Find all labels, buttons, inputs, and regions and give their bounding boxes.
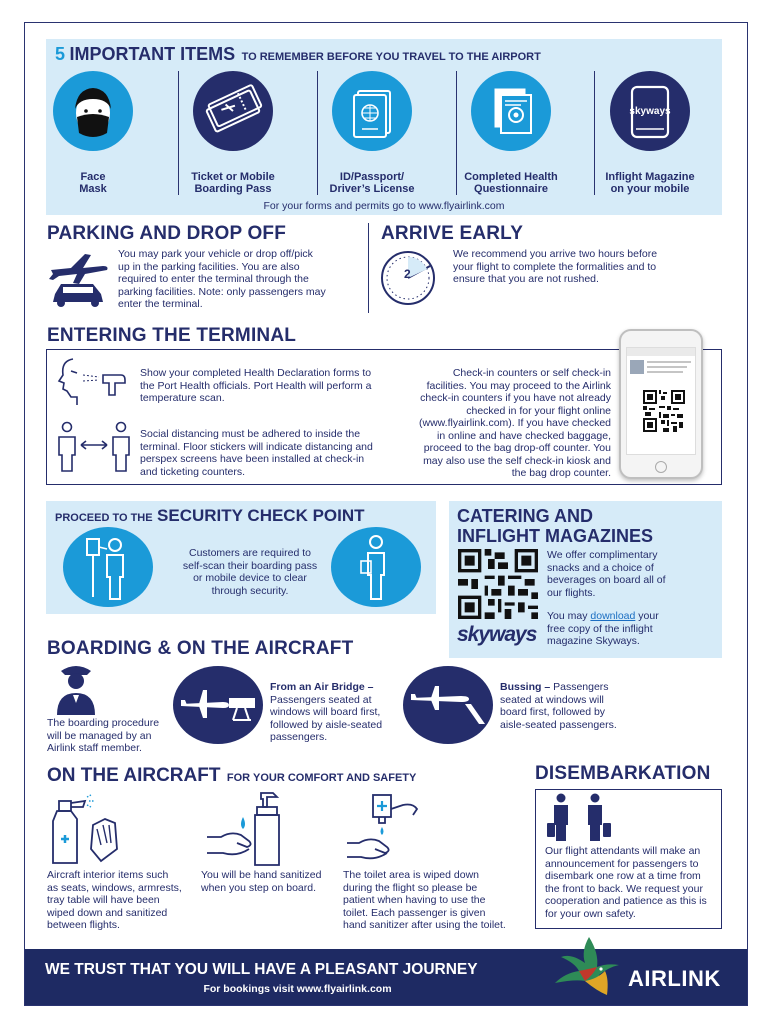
phone-screen-header (627, 348, 695, 356)
toilet-text (343, 869, 523, 932)
face-mask-icon (53, 71, 133, 151)
staff-member-icon (51, 661, 101, 715)
infographic-page (24, 22, 748, 1006)
health-form-circle (471, 71, 551, 151)
text-line: checked in for your flight online (466, 404, 611, 417)
bussing-heading: Bussing – (500, 681, 551, 693)
text-line: We offer complimentary (547, 549, 658, 561)
bussing-text (500, 681, 640, 731)
text-line: in online and have checked baggage, (437, 429, 611, 442)
ticket-circle (193, 71, 273, 151)
qr-code-icon (643, 390, 685, 432)
arrive-title: ARRIVE EARLY (381, 223, 524, 244)
text-line: toilet. Each passenger is given (343, 906, 486, 919)
disembark-title: DISEMBARKATION (535, 763, 711, 784)
text-line: through security. (211, 584, 289, 597)
text-line: Social distancing must be adhered to inside the (140, 428, 361, 440)
security-text (160, 547, 340, 597)
text-line: cooperation and patience as this is (545, 895, 707, 907)
text-line: may also use the self check-in kiosk and (423, 454, 611, 467)
air-bridge-heading: From an Air Bridge – (270, 681, 374, 693)
item-label-line: Ticket or Mobile (191, 171, 275, 183)
parking-text (118, 248, 358, 311)
item-label-mask (43, 171, 143, 195)
cleaning-text (47, 869, 207, 932)
item-label-magazine (592, 171, 708, 195)
clock-icon (378, 248, 444, 308)
text-line: required to enter the terminal through the (118, 273, 309, 285)
self-scan-icon (63, 527, 153, 607)
item-label-passport (314, 171, 430, 195)
distancing-text (140, 428, 400, 478)
text-fragment: Passengers (553, 681, 609, 693)
download-line (547, 610, 717, 623)
aircraft-subtitle: FOR YOUR COMFORT AND SAFETY (226, 772, 417, 784)
text-line: the front to back. We request your (545, 882, 703, 895)
text-line: terminal. Floor stickers will indicate distancing and (140, 440, 373, 453)
text-line: Airlink staff member. (47, 742, 142, 754)
text-line: tray table will have been (47, 894, 160, 906)
phone-screen-line (647, 361, 691, 363)
text-line: up in the parking facilities. You are also (118, 260, 300, 273)
mobile-magazine-icon (610, 71, 690, 151)
face-mask-circle (53, 71, 133, 151)
text-line: our flights. (547, 586, 596, 599)
spacer (547, 599, 717, 610)
self-scan-circle (63, 527, 153, 607)
passport-icon (332, 71, 412, 151)
text-line: facilities. You may proceed to the Airlink (426, 379, 611, 392)
car-plane-icon (45, 250, 113, 310)
item-label-line: on your mobile (610, 183, 690, 195)
text-line: will be managed by an (47, 729, 152, 742)
item-label-line: Mask (79, 183, 107, 195)
items-subtitle: TO REMEMBER BEFORE YOU TRAVEL TO THE AIRPORT (241, 51, 541, 63)
item-label-line: Boarding Pass (194, 183, 272, 195)
passengers-luggage-icon (545, 793, 615, 843)
catering-title-line: INFLIGHT MAGAZINES (457, 526, 653, 546)
item-label-line: Questionnaire (474, 183, 548, 195)
boarding-title: BOARDING & ON THE AIRCRAFT (47, 638, 354, 659)
text-line: Show your completed Health Declaration forms to (140, 367, 372, 379)
temperature-scan-icon (55, 353, 133, 407)
ticket-icon (193, 71, 273, 151)
text-line: followed by aisle-seated (270, 718, 383, 731)
text-line: Passengers seated at (270, 693, 372, 706)
important-items-heading (55, 44, 541, 65)
svg-text:skyways: skyways (629, 106, 671, 117)
text-line: You will be hand sanitized (201, 869, 322, 881)
item-label-ticket (175, 171, 291, 195)
skyways-brand: skyways (457, 623, 537, 646)
spray-cleaning-icon (47, 789, 127, 867)
text-line: windows will board first, (270, 706, 381, 718)
air-bridge-icon (173, 666, 263, 744)
text-line: self-scan their boarding pass (182, 559, 318, 572)
checkin-text (405, 367, 611, 480)
passport-circle (332, 71, 412, 151)
security-title: SECURITY CHECK POINT (157, 506, 365, 525)
air-bridge-circle (173, 666, 263, 744)
text-line: You may park your vehicle or drop off/pick (118, 248, 313, 260)
text-line: ensure that you are not rushed. (453, 273, 599, 285)
text-line: the bag drop counter. (511, 467, 611, 479)
terminal-title: ENTERING THE TERMINAL (47, 325, 297, 346)
text-line: board first, followed by (500, 706, 606, 718)
text-line: (www.flyairlink.com). If you have checked (419, 417, 611, 429)
passenger-circle (331, 527, 421, 607)
catering-title-line: CATERING AND (457, 506, 593, 526)
text-line: We recommend you arrive two hours before (453, 248, 658, 260)
item-label-line: ID/Passport/ (339, 171, 405, 183)
bussing-first-line (500, 681, 640, 694)
text-line: wiped down and sanitized (47, 906, 168, 919)
skyways-qr-code-icon (457, 549, 539, 619)
disembark-text (545, 845, 721, 920)
airlink-wordmark: AIRLINK (628, 966, 721, 991)
text-fragment: your (638, 610, 659, 622)
section-divider (368, 223, 369, 313)
clock-number: 2 (404, 267, 411, 281)
security-heading (55, 506, 365, 526)
security-prefix: PROCEED TO THE (55, 512, 153, 524)
hand-sanitizer-icon (203, 791, 295, 867)
item-label-line: Completed Health (464, 171, 558, 183)
text-line: perspex screens have been installed at check-in (140, 453, 365, 465)
bussing-circle (403, 666, 493, 744)
scan-text (140, 367, 400, 405)
phone-screen-thumbnail (630, 360, 644, 374)
footer-headline: WE TRUST THAT YOU WILL HAVE A PLEASANT JOURNEY (45, 961, 478, 978)
text-line: Check-in counters or self check-in (452, 367, 611, 379)
text-line: when you step on board. (201, 881, 316, 894)
arrive-text (453, 248, 713, 286)
text-line: parking facilities. Note: only passengers may (118, 285, 326, 298)
phone-mockup (619, 329, 703, 479)
items-title: IMPORTANT ITEMS (69, 44, 236, 64)
footer-booking: For bookings visit www.flyairlink.com (203, 983, 392, 995)
item-label-line: Inflight Magazine (605, 171, 695, 183)
text-line: passengers. (270, 731, 328, 743)
aircraft-heading (47, 765, 416, 787)
text-line: disembark one row at a time from (545, 870, 701, 882)
catering-title (457, 506, 653, 546)
catering-text (547, 549, 717, 648)
phone-home-button (655, 461, 667, 473)
text-line: free copy of the inflight (547, 622, 653, 635)
text-line: temperature scan. (140, 392, 225, 404)
text-line: The boarding procedure (47, 717, 160, 729)
air-bridge-text (270, 681, 400, 744)
text-line: check-in counters if you have not already (420, 392, 611, 404)
text-line: for your own safety. (545, 907, 636, 920)
text-line: during the flight so please be (343, 881, 478, 894)
staff-text (47, 717, 187, 755)
text-fragment: You may (547, 610, 588, 622)
text-line: enter the terminal. (118, 298, 203, 310)
sanitize-text (201, 869, 341, 894)
text-line: proceed to the bag drop-off counter. You (423, 442, 611, 454)
text-line: the Port Health officials. Port Health will perform a (140, 379, 372, 392)
text-line: as seats, windows, armrests, (47, 881, 182, 894)
items-footer: For your forms and permits go to www.flyairlink.com (263, 200, 505, 212)
bussing-icon (403, 666, 493, 744)
item-label-line: Driver’s License (329, 183, 415, 195)
item-label-health (453, 171, 569, 195)
text-line: seated at windows will (500, 693, 604, 706)
text-line: announcement for passengers to (545, 857, 699, 870)
items-count: 5 (55, 44, 66, 64)
phone-screen-line (647, 371, 683, 373)
text-line: magazine Skyways. (547, 635, 640, 647)
text-line: your flight to complete the formalities and to (453, 260, 657, 273)
phone-screen (626, 347, 696, 455)
text-line: Aircraft interior items such (47, 869, 169, 881)
text-line: patient when having to use the (343, 894, 486, 906)
mobile-magazine-circle (610, 71, 690, 151)
item-label-line: Face (80, 171, 106, 183)
parking-title: PARKING AND DROP OFF (47, 223, 287, 244)
airlink-bird-logo (545, 933, 625, 1005)
download-link[interactable]: download (590, 610, 636, 622)
text-line: The toilet area is wiped down (343, 869, 479, 881)
aircraft-title: ON THE AIRCRAFT (47, 765, 221, 786)
text-line: Customers are required to (189, 547, 311, 559)
text-line: between flights. (47, 919, 120, 931)
text-line: beverages on board all of (547, 574, 666, 586)
text-line: or mobile device to clear (193, 572, 307, 584)
text-line: and ticketing counters. (140, 465, 246, 478)
toilet-sanitizer-icon (343, 791, 425, 863)
text-line: snacks and a choice of (547, 561, 654, 574)
text-line: Our flight attendants will make an (545, 845, 701, 857)
phone-screen-line (647, 366, 687, 368)
social-distancing-icon (55, 421, 135, 473)
text-line: hand sanitizer after using the toilet. (343, 919, 506, 931)
passenger-pass-icon (331, 527, 421, 607)
health-form-icon (471, 71, 551, 151)
text-line: aisle-seated passengers. (500, 718, 617, 731)
